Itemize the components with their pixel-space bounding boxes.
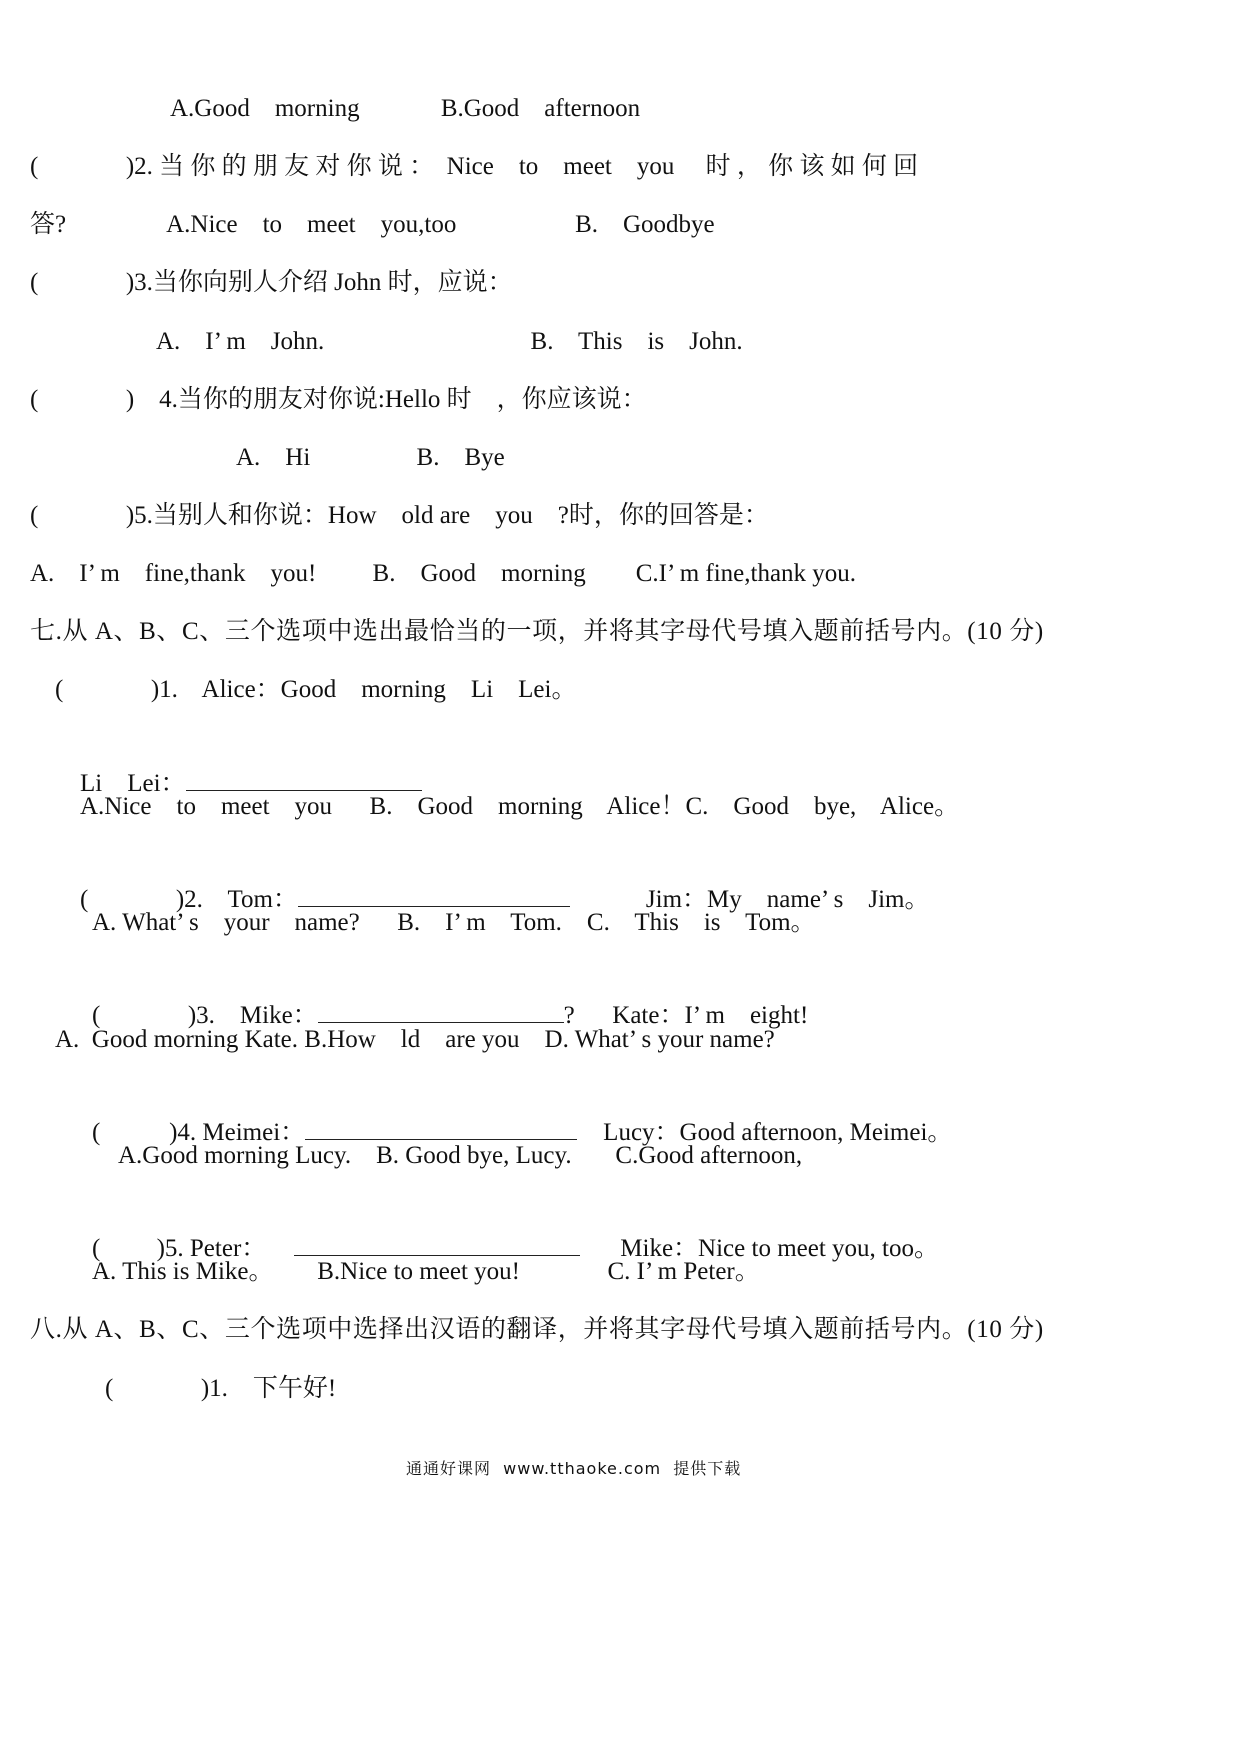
q6-5-question: ( )5.当别人和你说：How old are you ?时，你的回答是： <box>30 502 769 529</box>
q7-5-reply: Mike：Nice to meet you, too。 <box>620 1235 939 1262</box>
q7-1-speaker: Li Lei： <box>80 770 186 797</box>
q7-1-options: A.Nice to meet you B. Good morning Alice！C. Good bye, Alice。 <box>80 793 960 820</box>
q7-5-options: A. This is Mike。 B.Nice to meet you! C. I’ m Peter。 <box>92 1258 760 1285</box>
q6-2-options: 答? A.Nice to meet you,too B. Goodbye <box>30 211 715 238</box>
answer-blank[interactable] <box>298 882 570 907</box>
section-8-heading: 八.从 A、B、C、三个选项中选择出汉语的翻译，并将其字母代号填入题前括号内。(10 分) <box>30 1316 1044 1343</box>
q6-4-options: A. Hi B. Bye <box>236 444 505 471</box>
q7-3-reply: ? Kate：I’ m eight! <box>563 1002 809 1029</box>
q6-2-question: ( )2. 当 你 的 朋 友 对 你 说 ： Nice to meet you 时 ， 你 该 如 何 回 <box>30 153 919 180</box>
q6-3-question: ( )3.当你向别人介绍 John 时，应说： <box>30 269 513 296</box>
q7-1-prompt: ( )1. Alice：Good morning Li Lei。 <box>55 676 577 703</box>
q6-1-options: A.Good morning B.Good afternoon <box>170 95 641 122</box>
answer-blank[interactable] <box>186 766 422 791</box>
q7-2-reply: Jim：My name’ s Jim。 <box>645 886 930 913</box>
answer-blank[interactable] <box>294 1231 580 1256</box>
q7-4-speaker: ( )4. Meimei： <box>92 1119 306 1146</box>
q6-4-question: ( ) 4.当你的朋友对你说:Hello 时 ，你应该说： <box>30 386 647 413</box>
section-7-heading: 七.从 A、B、C、三个选项中选出最恰当的一项，并将其字母代号填入题前括号内。(10 分) <box>30 618 1044 645</box>
q8-1-question: ( )1. 下午好! <box>105 1375 337 1402</box>
answer-blank[interactable] <box>318 998 564 1023</box>
q6-5-options: A. I’ m fine,thank you! B. Good morning C.I’ m fine,thank you. <box>30 560 857 587</box>
q7-5-speaker: ( )5. Peter： <box>92 1235 267 1262</box>
answer-blank[interactable] <box>305 1115 577 1140</box>
q6-3-options: A. I’ m John. B. This is John. <box>156 328 743 355</box>
q7-4-options: A.Good morning Lucy. B. Good bye, Lucy. C.Good afternoon, <box>118 1142 803 1169</box>
q7-3-options: A. Good morning Kate. B.How ld are you D. What’ s your name? <box>55 1026 775 1053</box>
q7-2-options: A. What’ s your name? B. I’ m Tom. C. This is Tom。 <box>92 909 816 936</box>
q7-4-reply: Lucy：Good afternoon, Meimei。 <box>603 1119 953 1146</box>
page-footer: 通通好课网 www.tthaoke.com 提供下载 <box>406 1459 742 1478</box>
q7-2-speaker: ( )2. Tom： <box>80 886 298 913</box>
q7-3-speaker: ( )3. Mike： <box>92 1002 318 1029</box>
